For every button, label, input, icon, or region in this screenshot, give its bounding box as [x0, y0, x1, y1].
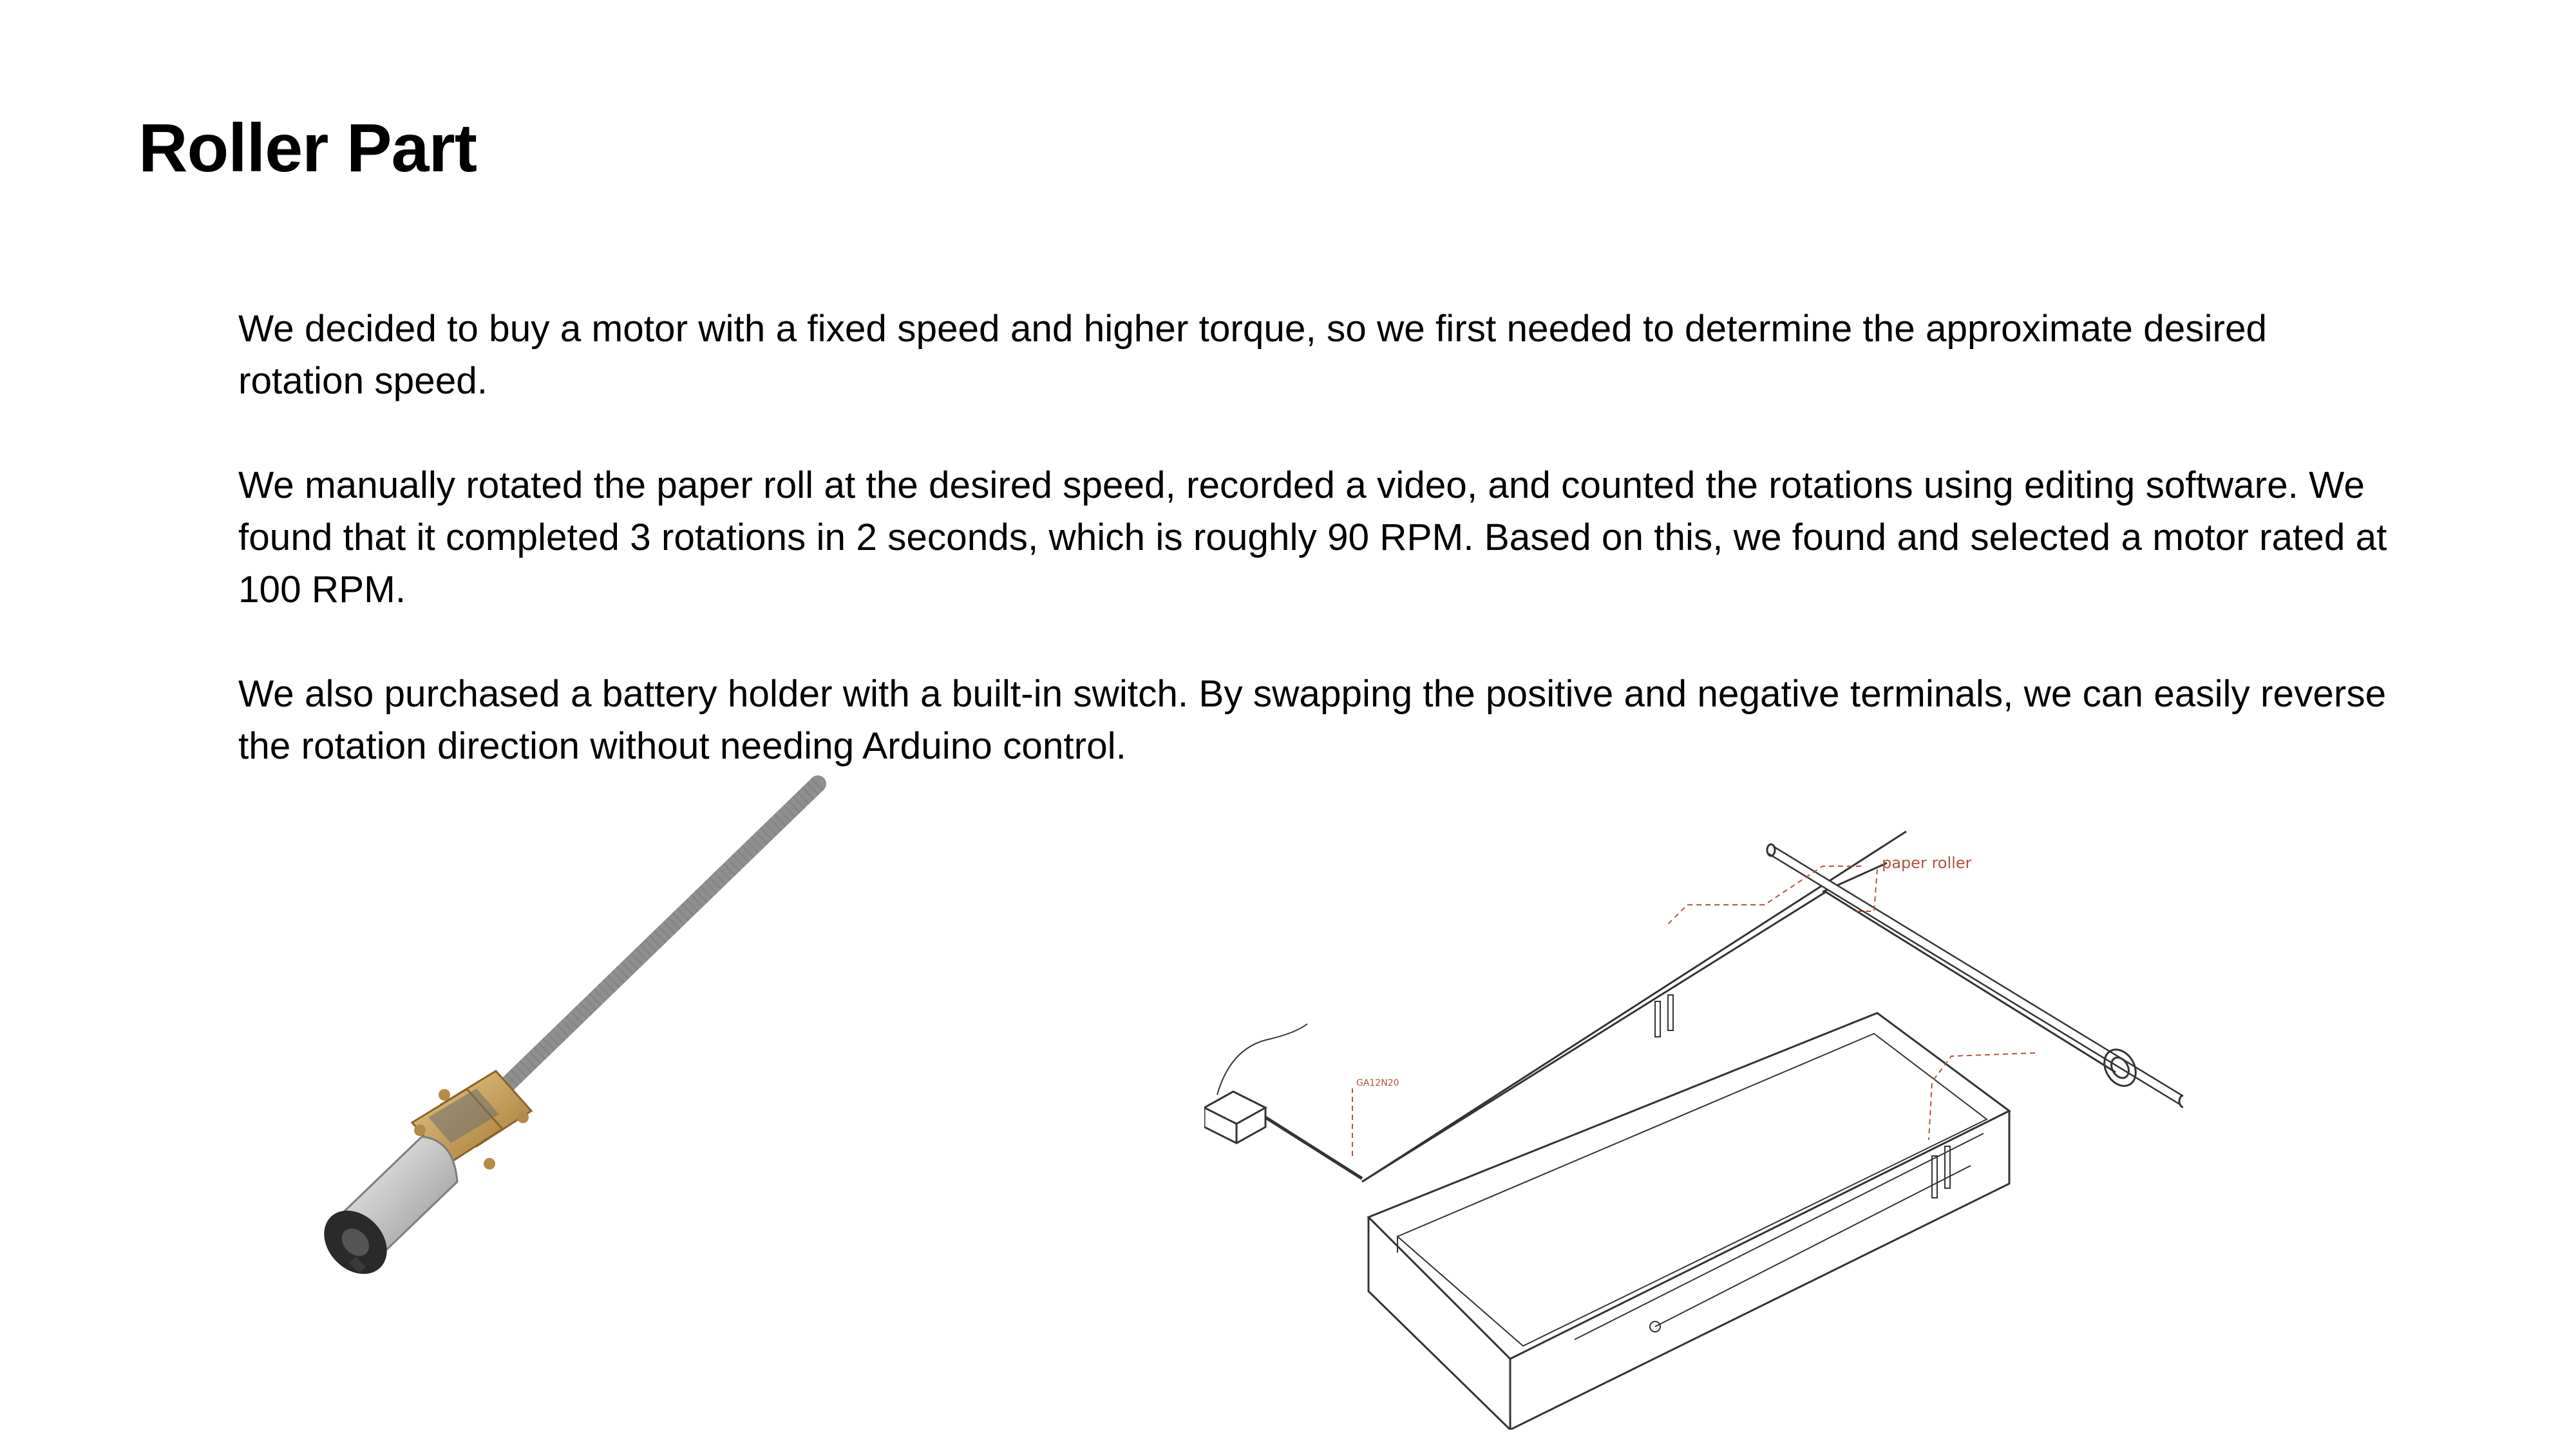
- roller-bar: [1767, 844, 2183, 1107]
- roller-sketch-image: [1204, 831, 2183, 1430]
- sketch-motor-box: [1204, 1024, 1362, 1179]
- paper-sheet: [1362, 831, 2116, 1182]
- guide-posts: [1655, 995, 1950, 1198]
- annotation-leaders: [1352, 866, 2035, 1156]
- body-text: [238, 303, 2402, 772]
- motor-image: [283, 770, 863, 1298]
- annotation-motor: GA12N20: [1356, 1078, 1399, 1088]
- paragraph-rpm-measurement: We manually rotated the paper roll at the desired speed, recorded a video, and counted the rotations using editing software. We found that it completed 3 rotations in 2 seconds, which is roughly 90 RPM. Based on this, we found and selected a motor rated at 100 RPM.: [238, 464, 2387, 611]
- annotation-roller: paper roller: [1882, 854, 1972, 872]
- tray: [1368, 1013, 2009, 1430]
- paragraph-battery-holder: We also purchased a battery holder with a built-in switch. By swapping the positive and negative terminals, we can easily reverse the rotation direction without needing Arduino control.: [238, 673, 2387, 767]
- slide-title: Roller Part: [138, 110, 477, 186]
- lead-screw: [470, 784, 818, 1121]
- motor-body: [312, 1137, 457, 1287]
- paragraph-motor-choice: We decided to buy a motor with a fixed speed and higher torque, so we first needed to determine the approximate desired rotation speed.: [238, 308, 2268, 402]
